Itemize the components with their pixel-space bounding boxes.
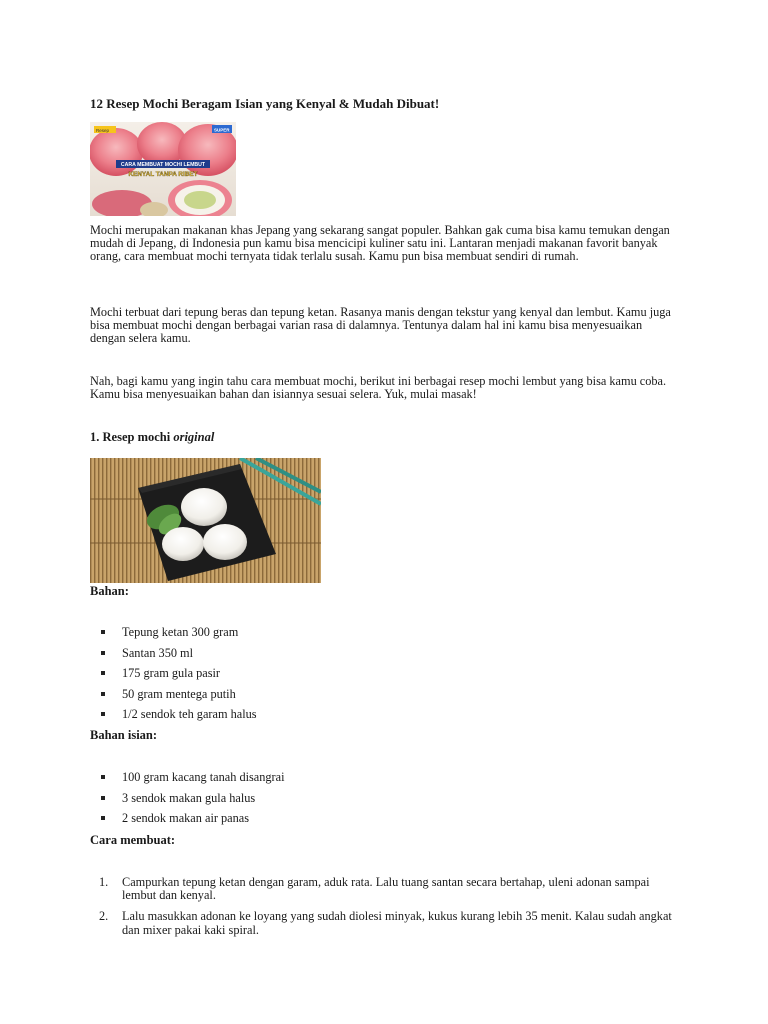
cover-tag-left: Resep (96, 128, 110, 133)
bullet-icon (101, 816, 105, 820)
isian-list (90, 767, 285, 829)
cara-list (90, 876, 680, 937)
list-item: 1. Campurkan tepung ketan dengan garam, aduk rata. Lalu tuang santan secara bertahap, uleni adonan sampai lembut dan kenyal. (99, 875, 650, 903)
bullet-icon (101, 796, 105, 800)
bullet-icon (101, 630, 105, 634)
bullet-icon (101, 671, 105, 675)
cara-label: Cara membuat: (90, 833, 176, 847)
list-item: 1/2 sendok teh garam halus (90, 704, 257, 725)
list-item: 50 gram mentega putih (90, 684, 257, 705)
bullet-icon (101, 775, 105, 779)
cover-image (90, 122, 236, 216)
cover-tag-right: SUPER (214, 127, 230, 133)
bullet-icon (101, 712, 105, 716)
intro-paragraph-2: Mochi terbuat dari tepung beras dan tepung ketan. Rasanya manis dengan tekstur yang kenyal dan lembut. Kamu juga bisa membuat mochi dengan berbagai varian rasa di dalamnya. Tentunya dalam hal ini kamu bisa menyesuaikan dengan selera kamu. (90, 305, 671, 346)
list-item: 2. Lalu masukkan adonan ke loyang yang sudah diolesi minyak, kukus kurang lebih 35 menit. Kalau sudah angkat dan mixer pakai kaki spiral. (99, 909, 672, 937)
bahan-label: Bahan: (90, 584, 129, 598)
recipe-heading-italic: original (173, 430, 215, 444)
list-item: 100 gram kacang tanah disangrai (90, 767, 285, 788)
list-item: Santan 350 ml (90, 643, 257, 664)
bullet-icon (101, 651, 105, 655)
cover-banner-line2: KENYAL TANPA RIBET (128, 171, 198, 178)
list-item: 3 sendok makan gula halus (90, 788, 285, 809)
mochi-photo (90, 458, 321, 583)
isian-label: Bahan isian: (90, 728, 158, 742)
list-item: Tepung ketan 300 gram (90, 622, 257, 643)
intro-paragraph-1: Mochi merupakan makanan khas Jepang yang sekarang sangat populer. Bahkan gak cuma bisa kamu temukan dengan mudah di Jepang, di Indonesia pun kamu bisa mencicipi kuliner satu ini. Lantaran menjadi makanan favorit banyak orang, cara membuat mochi ternyata tidak terlalu susah. Kamu pun bisa membuat sendiri di rumah. (90, 223, 670, 264)
list-item: 2 sendok makan air panas (90, 808, 285, 829)
list-item: 175 gram gula pasir (90, 663, 257, 684)
bahan-list (90, 622, 257, 725)
recipe-heading (90, 430, 214, 445)
intro-paragraph-3: Nah, bagi kamu yang ingin tahu cara membuat mochi, berikut ini berbagai resep mochi lembut yang bisa kamu coba. Kamu bisa menyesuaikan bahan dan isiannya sesuai selera. Yuk, mulai masak! (90, 374, 667, 402)
cover-banner-line1: CARA MEMBUAT MOCHI LEMBUT (120, 162, 206, 168)
bullet-icon (101, 692, 105, 696)
recipe-heading-text: 1. Resep mochi (90, 430, 174, 444)
article-title: 12 Resep Mochi Beragam Isian yang Kenyal & Mudah Dibuat! (90, 96, 440, 111)
